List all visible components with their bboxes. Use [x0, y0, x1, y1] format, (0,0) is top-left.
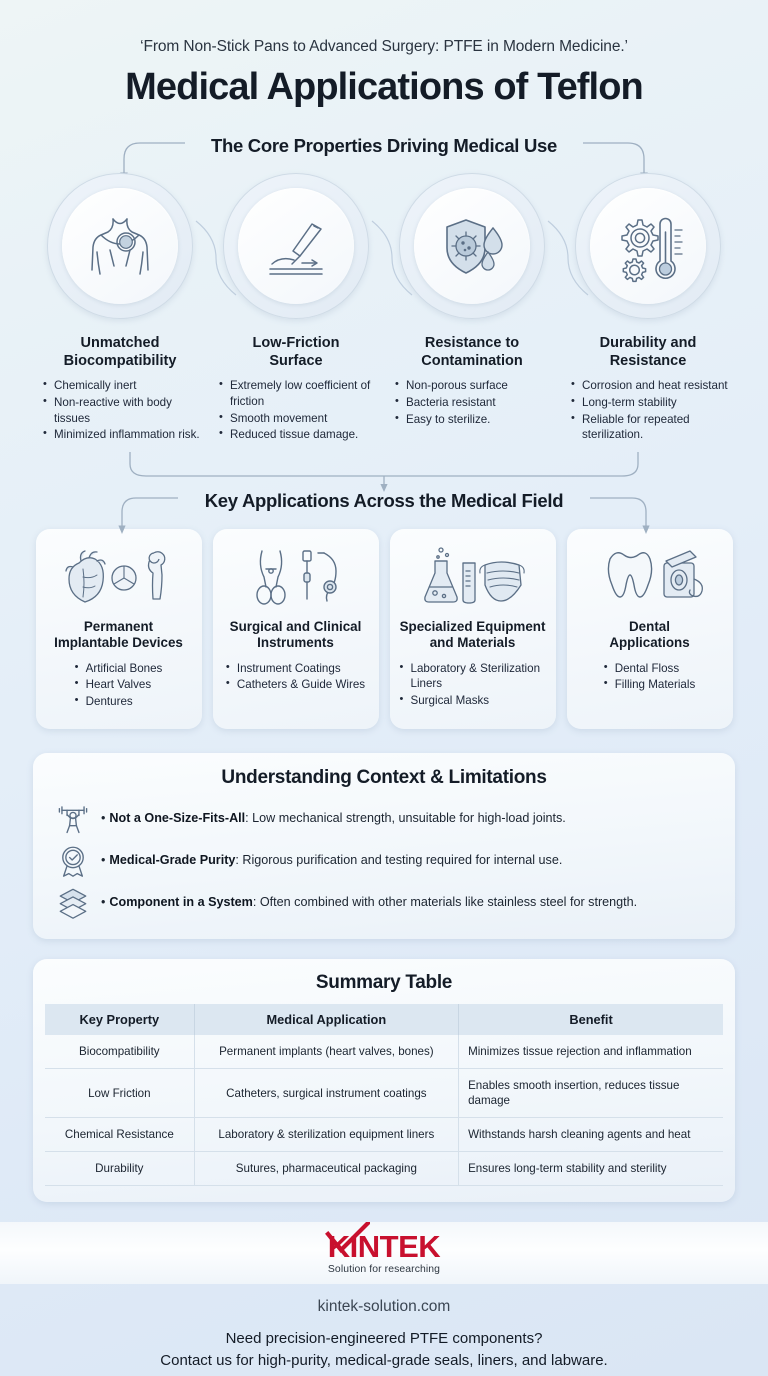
property-circle-inner-4 — [590, 188, 706, 304]
purity-badge-icon — [53, 843, 93, 877]
card-title — [230, 619, 362, 652]
card-bullets — [75, 661, 163, 711]
limitation-body: : Low mechanical strength, unsuitable for high-load joints. — [245, 810, 566, 825]
property-title-4 — [600, 335, 697, 370]
summary-table-panel — [33, 959, 735, 1202]
bracket-arrow — [0, 448, 768, 492]
limitation-text-2 — [101, 852, 562, 868]
property-title-line1: Durability and — [599, 335, 697, 351]
limitation-label: Component in a System — [109, 894, 253, 909]
property-bullets-4 — [565, 378, 731, 444]
header — [0, 0, 768, 109]
bullet: • Corrosion and heat resistant — [571, 378, 731, 394]
website-url[interactable]: kintek-solution.com — [317, 1298, 451, 1316]
checkmark-swoosh-icon — [324, 1222, 370, 1256]
property-item-1 — [37, 173, 203, 444]
list-item: • Filling Materials — [604, 677, 696, 693]
limitation-row-1 — [47, 797, 721, 839]
property-bullets-1 — [37, 378, 203, 444]
card-title-line1: Dental — [629, 618, 670, 634]
application-card-dental[interactable] — [567, 529, 733, 729]
brand-name: KINTEK — [327, 1229, 441, 1265]
card-title-line2: and Materials — [429, 635, 516, 651]
card-icons — [413, 543, 533, 609]
limitations-panel — [33, 753, 735, 939]
list-item: • Artificial Bones — [75, 661, 163, 677]
limitation-body: : Often combined with other materials like stainless steel for strength. — [252, 894, 638, 909]
property-bullets-2 — [213, 378, 379, 444]
property-title-line1: Low-Friction — [252, 335, 340, 351]
column-header-medical-application: Medical Application — [194, 1004, 458, 1035]
cell-medical-application: Laboratory & sterilization equipment liners — [194, 1118, 458, 1152]
card-title-line2: Applications — [609, 635, 690, 651]
property-title-line1: Resistance to — [424, 335, 520, 351]
core-properties-label: The Core Properties Driving Medical Use — [210, 135, 558, 156]
tooth-floss-icon — [590, 545, 710, 607]
table-row — [45, 1152, 723, 1186]
cell-benefit: Withstands harsh cleaning agents and heat — [459, 1118, 723, 1152]
bullet: • Easy to sterilize. — [395, 412, 555, 428]
cell-benefit: Ensures long-term stability and sterility — [459, 1152, 723, 1186]
column-header-key-property: Key Property — [45, 1004, 194, 1035]
bullet: • Long-term stability — [571, 395, 731, 411]
table-body — [45, 1035, 723, 1186]
bullet: • Non-reactive with body tissues — [43, 395, 203, 426]
property-bullets-3 — [389, 378, 555, 428]
cta-line-2: Contact us for high-purity, medical-grade seals, liners, and labware. — [160, 1352, 608, 1369]
property-circle-inner-1 — [62, 188, 178, 304]
property-circle-outer-2 — [223, 173, 369, 319]
cell-key-property: Biocompatibility — [45, 1035, 194, 1069]
list-item: • Dental Floss — [604, 661, 696, 677]
property-circle-outer-4 — [575, 173, 721, 319]
limitation-body: : Rigorous purification and testing required for internal use. — [235, 852, 563, 867]
summary-table — [45, 1004, 723, 1186]
limitations-title: Understanding Context & Limitations — [221, 766, 547, 788]
scissors-catheter-icon — [236, 545, 356, 607]
cell-medical-application: Permanent implants (heart valves, bones) — [194, 1035, 458, 1069]
core-properties-heading — [0, 135, 768, 157]
layers-icon — [53, 885, 93, 919]
list-item: • Laboratory & Sterilization Liners — [400, 661, 546, 692]
limitation-text-3 — [101, 894, 637, 910]
property-item-4 — [565, 173, 731, 444]
bullet: • Bacteria resistant — [395, 395, 555, 411]
card-icons — [236, 543, 356, 609]
property-circle-outer-1 — [47, 173, 193, 319]
bullet: • Extremely low coefficient of friction — [219, 378, 379, 409]
section-bracket — [0, 448, 768, 492]
bullet: • Reliable for repeated sterilization. — [571, 412, 731, 443]
property-item-3 — [389, 173, 555, 444]
property-circle-inner-2 — [238, 188, 354, 304]
bullet: • Reduced tissue damage. — [219, 427, 379, 443]
cta-block — [0, 1328, 768, 1372]
table-row — [45, 1118, 723, 1152]
brand-logo[interactable] — [328, 1231, 440, 1275]
scalpel-low-friction-icon — [256, 206, 336, 286]
cell-benefit: Minimizes tissue rejection and inflammation — [459, 1035, 723, 1069]
applications-label: Key Applications Across the Medical Field — [204, 489, 564, 511]
list-item: • Dentures — [75, 694, 163, 710]
property-title-line2: Biocompatibility — [63, 352, 177, 369]
card-title-line1: Specialized Equipment — [399, 618, 546, 634]
card-icons — [590, 543, 710, 609]
shield-virus-droplet-icon — [432, 206, 512, 286]
gears-thermometer-icon — [608, 206, 688, 286]
application-card-instruments[interactable] — [213, 529, 379, 729]
property-title-line2: Surface — [269, 352, 323, 369]
core-properties-row — [0, 173, 768, 444]
card-title — [609, 619, 689, 652]
list-item: • Surgical Masks — [400, 693, 546, 709]
bullet: • Chemically inert — [43, 378, 203, 394]
bullet: • Non-porous surface — [395, 378, 555, 394]
card-title-line2: Implantable Devices — [54, 635, 183, 651]
column-header-benefit: Benefit — [459, 1004, 723, 1035]
page-subtitle: ‘From Non-Stick Pans to Advanced Surgery: PTFE in Modern Medicine.’ — [140, 38, 628, 55]
cell-medical-application: Sutures, pharmaceutical packaging — [194, 1152, 458, 1186]
property-circle-inner-3 — [414, 188, 530, 304]
bullet-dot: • — [101, 852, 106, 867]
cell-key-property: Chemical Resistance — [45, 1118, 194, 1152]
card-icons — [59, 543, 179, 609]
cell-medical-application: Catheters, surgical instrument coatings — [194, 1069, 458, 1118]
property-title-2 — [253, 335, 340, 370]
property-title-1 — [64, 335, 177, 370]
bullet-dot: • — [101, 894, 106, 909]
card-title-line1: Surgical and Clinical — [229, 618, 362, 634]
card-bullets — [400, 661, 546, 710]
table-row — [45, 1069, 723, 1118]
torso-implant-icon — [80, 206, 160, 286]
property-title-line1: Unmatched — [80, 335, 160, 351]
list-item: • Instrument Coatings — [226, 661, 365, 677]
table-row — [45, 1035, 723, 1069]
cell-key-property: Low Friction — [45, 1069, 194, 1118]
applications-row — [0, 529, 768, 729]
flask-mask-icon — [413, 545, 533, 607]
list-item: • Catheters & Guide Wires — [226, 677, 365, 693]
limitation-row-2 — [47, 839, 721, 881]
heart-bone-icon — [59, 545, 179, 607]
limitation-label: Not a One-Size-Fits-All — [109, 810, 246, 825]
card-bullets — [226, 661, 365, 694]
card-title-line1: Permanent — [83, 618, 154, 634]
card-bullets — [604, 661, 696, 694]
card-title — [54, 619, 183, 652]
cell-key-property: Durability — [45, 1152, 194, 1186]
bullet: • Minimized inflammation risk. — [43, 427, 203, 443]
list-item: • Heart Valves — [75, 677, 163, 693]
card-title-line2: Instruments — [257, 635, 334, 651]
property-item-2 — [213, 173, 379, 444]
summary-table-title: Summary Table — [315, 971, 453, 993]
bullet-dot: • — [101, 810, 106, 825]
property-circle-outer-3 — [399, 173, 545, 319]
cell-benefit: Enables smooth insertion, reduces tissue damage — [459, 1069, 723, 1118]
logo-band — [0, 1222, 768, 1284]
weightlifter-icon — [53, 801, 93, 835]
table-head — [45, 1004, 723, 1035]
table-header-row — [45, 1004, 723, 1035]
brand-tagline: Solution for researching — [327, 1264, 441, 1276]
limitation-label: Medical-Grade Purity — [109, 852, 236, 867]
cta-line-1: Need precision-engineered PTFE components? — [225, 1330, 543, 1348]
application-card-implantable[interactable] — [36, 529, 202, 729]
limitation-row-3 — [47, 881, 721, 923]
applications-heading — [0, 490, 768, 512]
property-title-3 — [421, 335, 523, 370]
page-title: Medical Applications of Teflon — [125, 66, 643, 108]
application-card-specialized[interactable] — [390, 529, 556, 729]
property-title-line2: Resistance — [609, 352, 687, 369]
card-title — [400, 619, 546, 652]
property-title-line2: Contamination — [421, 352, 523, 369]
limitation-text-1 — [101, 810, 566, 826]
bullet: • Smooth movement — [219, 411, 379, 427]
